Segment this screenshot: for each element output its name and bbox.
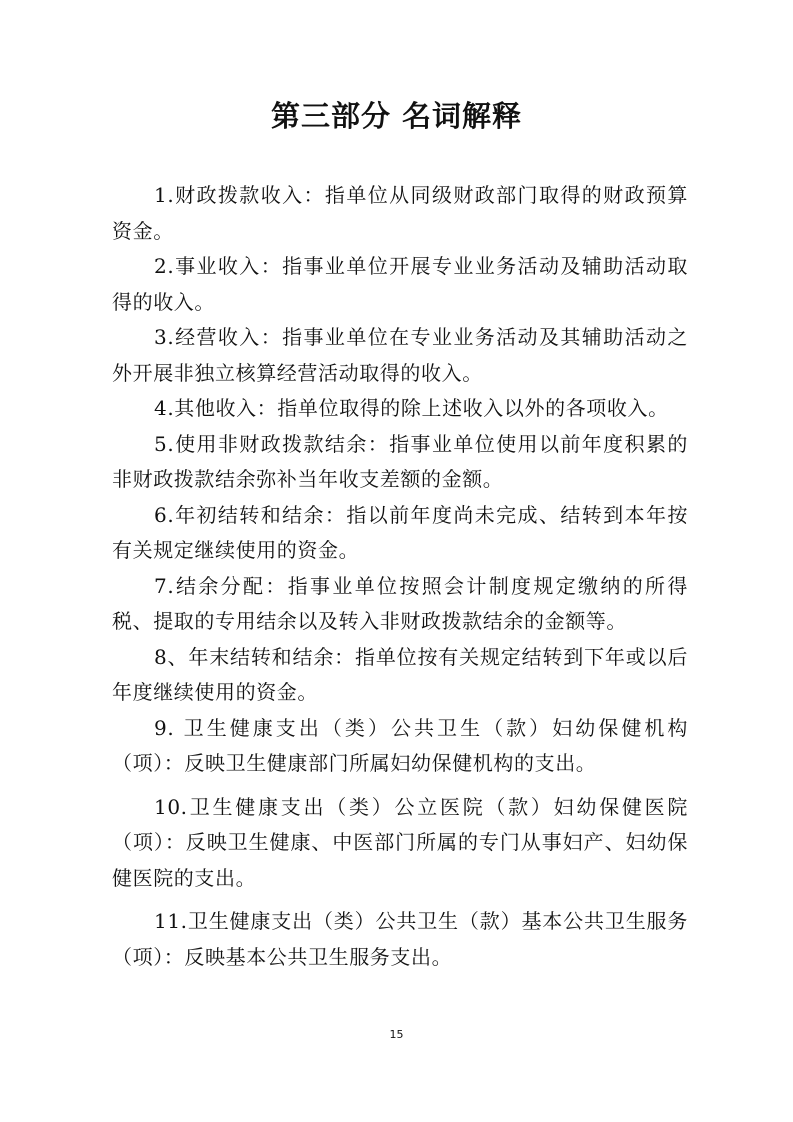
definition-paragraph: 7.结余分配：指事业单位按照会计制度规定缴纳的所得税、提取的专用结余以及转入非财政拨款结余的金额等。: [112, 573, 688, 633]
definition-paragraph: 8、年末结转和结余：指单位按有关规定结转到下年或以后年度继续使用的资金。: [112, 644, 688, 704]
definition-paragraph: 6.年初结转和结余：指以前年度尚未完成、结转到本年按有关规定继续使用的资金。: [112, 502, 688, 562]
definition-paragraph: 4.其他收入：指单位取得的除上述收入以外的各项收入。: [154, 396, 669, 420]
definition-paragraph: 5.使用非财政拨款结余：指事业单位使用以前年度积累的非财政拨款结余弥补当年收支差额的金额。: [112, 431, 688, 491]
definition-paragraph: 11.卫生健康支出（类）公共卫生（款）基本公共卫生服务（项）：反映基本公共卫生服务支出。: [112, 909, 688, 969]
definition-paragraph: 1.财政拨款收入：指单位从同级财政部门取得的财政预算资金。: [112, 183, 688, 243]
page-title: 第三部分 名词解释: [270, 99, 523, 133]
definition-paragraph: 9. 卫生健康支出（类）公共卫生（款）妇幼保健机构（项）：反映卫生健康部门所属妇幼保健机构的支出。: [112, 715, 688, 775]
definition-paragraph: 10.卫生健康支出（类）公立医院（款）妇幼保健医院（项）：反映卫生健康、中医部门所属的专门从事妇产、妇幼保健医院的支出。: [112, 794, 688, 890]
document-body: [112, 178, 688, 975]
definition-paragraph: 3.经营收入：指事业单位在专业业务活动及其辅助活动之外开展非独立核算经营活动取得的收入。: [112, 325, 688, 385]
page-number: 15: [389, 1028, 404, 1041]
definition-paragraph: 2.事业收入：指事业单位开展专业业务活动及辅助活动取得的收入。: [112, 254, 688, 314]
